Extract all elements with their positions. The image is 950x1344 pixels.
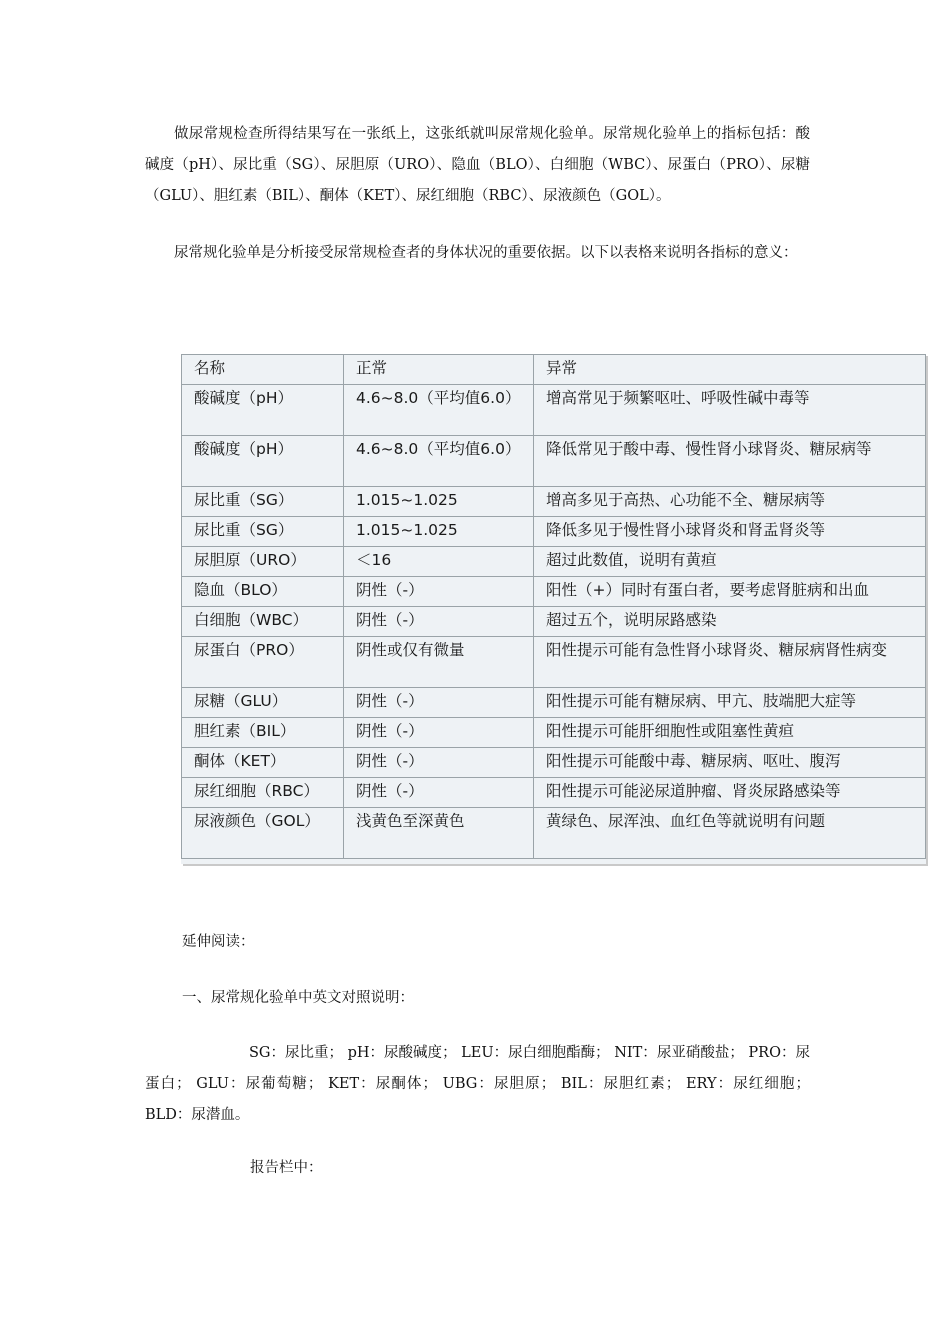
cell-name: 尿红细胞（RBC） (182, 778, 344, 808)
cell-name: 白细胞（WBC） (182, 607, 344, 637)
cell-normal: 阴性（-） (344, 577, 534, 607)
cell-normal: 1.015~1.025 (344, 487, 534, 517)
cell-abnormal: 阳性（+）同时有蛋白者，要考虑肾脏病和出血 (534, 577, 926, 607)
cell-normal: 阴性（-） (344, 778, 534, 808)
table-row (182, 637, 926, 688)
table-row (182, 436, 926, 487)
cell-normal: 阴性（-） (344, 718, 534, 748)
cell-name: 隐血（BLO） (182, 577, 344, 607)
table-header-row (182, 355, 926, 385)
table-row (182, 517, 926, 547)
header-normal: 正常 (344, 355, 534, 385)
table-row (182, 748, 926, 778)
intro-paragraph-1: 做尿常规检查所得结果写在一张纸上，这张纸就叫尿常规化验单。尿常规化验单上的指标包括：酸碱度（pH）、尿比重（SG）、尿胆原（URO）、隐血（BLO）、白细胞（WBC）、尿蛋白（PRO）、尿糖（GLU）、胆红素（BIL）、酮体（KET）、尿红细胞（RBC）、尿液颜色（GOL）。 (145, 126, 810, 204)
urinalysis-table (181, 354, 926, 859)
cell-name: 尿胆原（URO） (182, 547, 344, 577)
cell-name: 酸碱度（pH） (182, 385, 344, 436)
cell-abnormal: 阳性提示可能肝细胞性或阻塞性黄疸 (534, 718, 926, 748)
cell-abnormal: 降低常见于酸中毒、慢性肾小球肾炎、糖尿病等 (534, 436, 926, 487)
cell-abnormal: 超过此数值，说明有黄疸 (534, 547, 926, 577)
cell-normal: 4.6~8.0（平均值6.0） (344, 436, 534, 487)
cell-normal: 4.6~8.0（平均值6.0） (344, 385, 534, 436)
cell-normal: 阴性或仅有微量 (344, 637, 534, 688)
cell-abnormal: 阳性提示可能酸中毒、糖尿病、呕吐、腹泻 (534, 748, 926, 778)
cell-normal: 浅黄色至深黄色 (344, 808, 534, 859)
section-1-title: 一、尿常规化验单中英文对照说明： (182, 990, 414, 1006)
cell-abnormal: 增高多见于高热、心功能不全、糖尿病等 (534, 487, 926, 517)
cell-abnormal: 阳性提示可能泌尿道肿瘤、肾炎尿路感染等 (534, 778, 926, 808)
cell-normal: 1.015~1.025 (344, 517, 534, 547)
table-row (182, 607, 926, 637)
cell-abnormal: 降低多见于慢性肾小球肾炎和肾盂肾炎等 (534, 517, 926, 547)
cell-name: 尿比重（SG） (182, 517, 344, 547)
cell-abnormal: 黄绿色、尿浑浊、血红色等就说明有问题 (534, 808, 926, 859)
header-abnormal: 异常 (534, 355, 926, 385)
table-row (182, 547, 926, 577)
urinalysis-table-container (181, 354, 926, 864)
cell-abnormal: 超过五个，说明尿路感染 (534, 607, 926, 637)
cell-name: 酮体（KET） (182, 748, 344, 778)
table-row (182, 778, 926, 808)
cell-name: 尿比重（SG） (182, 487, 344, 517)
intro-paragraph-2: 尿常规化验单是分析接受尿常规检查者的身体状况的重要依据。以下以表格来说明各指标的意义： (174, 245, 798, 261)
cell-name: 尿糖（GLU） (182, 688, 344, 718)
cell-abnormal: 增高常见于频繁呕吐、呼吸性碱中毒等 (534, 385, 926, 436)
table-row (182, 385, 926, 436)
cell-normal: 阴性（-） (344, 688, 534, 718)
cell-normal: 阴性（-） (344, 748, 534, 778)
cell-name: 尿液颜色（GOL） (182, 808, 344, 859)
cell-normal: ＜16 (344, 547, 534, 577)
cell-name: 酸碱度（pH） (182, 436, 344, 487)
cell-name: 胆红素（BIL） (182, 718, 344, 748)
table-row (182, 577, 926, 607)
cell-normal: 阴性（-） (344, 607, 534, 637)
table-row (182, 688, 926, 718)
cell-abnormal: 阳性提示可能有糖尿病、甲亢、肢端肥大症等 (534, 688, 926, 718)
cell-name: 尿蛋白（PRO） (182, 637, 344, 688)
table-row (182, 808, 926, 859)
table-row (182, 718, 926, 748)
header-name: 名称 (182, 355, 344, 385)
report-label: 报告栏中： (250, 1160, 323, 1176)
cell-abnormal: 阳性提示可能有急性肾小球肾炎、糖尿病肾性病变 (534, 637, 926, 688)
table-row (182, 487, 926, 517)
extra-reading-heading: 延伸阅读： (182, 934, 255, 950)
abbreviation-glossary: SG：尿比重； pH：尿酸碱度； LEU：尿白细胞酯酶； NIT：尿亚硝酸盐； PRO：尿蛋白； GLU：尿葡萄糖； KET：尿酮体； UBG：尿胆原； BIL：尿胆红素； ERY：尿红细胞； BLD：尿潜血。 (145, 1045, 810, 1123)
